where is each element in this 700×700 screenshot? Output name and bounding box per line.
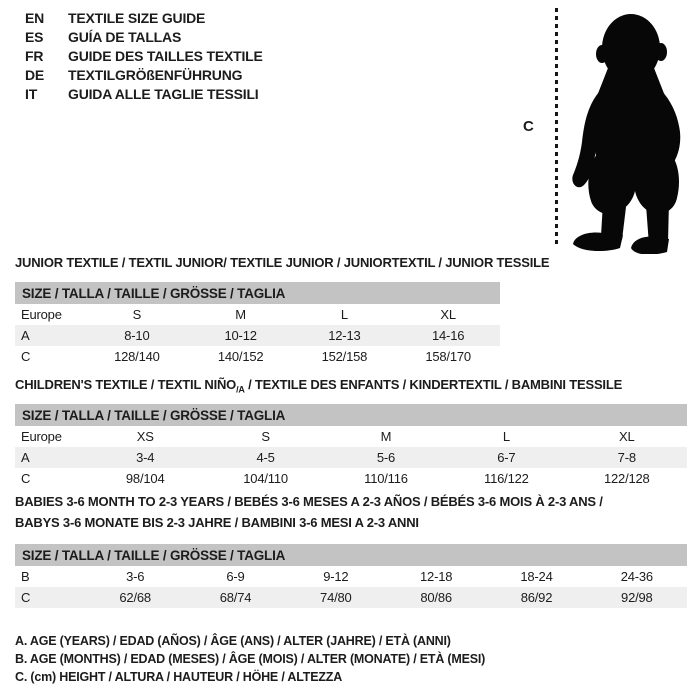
size-cell: L xyxy=(340,307,348,322)
language-code: IT xyxy=(25,85,38,102)
language-title: GUIDA ALLE TAGLIE TESSILI xyxy=(68,85,259,102)
size-cell: 104/110 xyxy=(243,471,288,486)
size-cell: 12-13 xyxy=(293,325,397,346)
language-title: GUIDE DES TAILLES TEXTILE xyxy=(68,47,263,64)
size-cell: 3-6 xyxy=(126,569,145,584)
table-row-europe xyxy=(15,304,500,325)
language-title: GUÍA DE TALLAS xyxy=(68,28,182,45)
size-cell: 68/74 xyxy=(185,587,285,608)
size-header-bar: SIZE / TALLA / TAILLE / GRÖSSE / TAGLIA xyxy=(15,544,687,566)
junior-size-table xyxy=(15,282,500,367)
babies-size-table xyxy=(15,544,687,608)
size-cell: 6-7 xyxy=(446,447,566,468)
size-cell: 110/116 xyxy=(364,471,408,486)
size-cell: 9-12 xyxy=(323,569,349,584)
row-label: Europe xyxy=(21,307,62,322)
size-cell: 12-18 xyxy=(420,569,453,584)
size-cell: 8-10 xyxy=(85,325,189,346)
size-cell: XL xyxy=(619,429,635,444)
size-cell: 98/104 xyxy=(125,471,165,486)
row-label: C xyxy=(15,587,85,608)
table-header-row xyxy=(15,544,687,566)
size-cell: 128/140 xyxy=(114,349,160,364)
footnote-c: C. (cm) HEIGHT / ALTURA / HAUTEUR / HÖHE / ALTEZZA xyxy=(15,670,343,684)
size-cell: 14-16 xyxy=(396,325,500,346)
measure-label-c: C xyxy=(523,118,534,135)
measurement-figure xyxy=(505,0,700,256)
language-title: TEXTILE SIZE GUIDE xyxy=(68,9,206,26)
language-code: EN xyxy=(25,9,45,26)
language-row-es xyxy=(25,27,263,46)
size-cell: 122/128 xyxy=(603,471,650,486)
size-cell: XS xyxy=(136,429,154,444)
size-cell: 24-36 xyxy=(620,569,653,584)
size-cell: 4-5 xyxy=(205,447,325,468)
size-cell: 3-4 xyxy=(85,447,205,468)
size-cell: 62/68 xyxy=(85,587,185,608)
size-cell: 92/98 xyxy=(587,587,687,608)
table-row-height xyxy=(15,468,687,489)
table-header-row xyxy=(15,282,500,304)
table-row-months xyxy=(15,566,687,587)
size-cell: 5-6 xyxy=(326,447,446,468)
children-title-pre: CHILDREN'S TEXTILE / TEXTIL NIÑO xyxy=(15,377,237,392)
size-cell: 86/92 xyxy=(486,587,586,608)
children-title-post: / TEXTILE DES ENFANTS / KINDERTEXTIL / BAMBINI TESSILE xyxy=(244,377,623,392)
babies-section-title-line1: BABIES 3-6 MONTH TO 2-3 YEARS / BEBÉS 3-6 MESES A 2-3 AÑOS / BÉBÉS 3-6 MOIS À 2-3 ANS / xyxy=(15,494,603,509)
size-cell: 18-24 xyxy=(520,569,553,584)
children-section-title xyxy=(15,377,622,395)
table-row-europe xyxy=(15,426,687,447)
size-cell: M xyxy=(380,429,392,444)
row-label: C xyxy=(21,349,31,364)
row-label: B xyxy=(21,569,30,584)
language-row-it xyxy=(25,84,263,103)
language-title: TEXTILGRÖßENFÜHRUNG xyxy=(68,66,243,83)
table-row-height xyxy=(15,587,687,608)
size-cell: 152/158 xyxy=(321,349,368,364)
footnote-b: B. AGE (MONTHS) / EDAD (MESES) / ÂGE (MOIS) / ALTER (MONATE) / ETÀ (MESI) xyxy=(15,652,486,666)
size-cell: L xyxy=(502,429,510,444)
language-row-de xyxy=(25,65,263,84)
size-cell: 140/152 xyxy=(217,349,264,364)
size-cell: 74/80 xyxy=(286,587,386,608)
size-cell: S xyxy=(261,429,270,444)
table-row-height xyxy=(15,346,500,367)
size-cell: 10-12 xyxy=(189,325,293,346)
table-row-age xyxy=(15,447,687,468)
junior-section-title: JUNIOR TEXTILE / TEXTIL JUNIOR/ TEXTILE JUNIOR / JUNIORTEXTIL / JUNIOR TESSILE xyxy=(15,255,550,270)
size-cell: 116/122 xyxy=(484,471,529,486)
children-title-sub: /A xyxy=(236,384,245,395)
table-header-row xyxy=(15,404,687,426)
size-cell: 158/170 xyxy=(425,349,471,364)
size-header-bar: SIZE / TALLA / TAILLE / GRÖSSE / TAGLIA xyxy=(15,282,500,304)
size-cell: S xyxy=(132,307,142,322)
height-measure-dashed-line xyxy=(555,8,558,246)
language-code: ES xyxy=(25,28,44,45)
size-cell: M xyxy=(235,307,246,322)
children-size-table xyxy=(15,404,687,489)
language-heading-block xyxy=(25,8,263,103)
language-row-fr xyxy=(25,46,263,65)
size-cell: 80/86 xyxy=(386,587,486,608)
size-cell: 7-8 xyxy=(567,447,687,468)
row-label: C xyxy=(21,471,31,486)
language-code: FR xyxy=(25,47,44,64)
size-cell: 6-9 xyxy=(226,569,245,584)
footnote-a: A. AGE (YEARS) / EDAD (AÑOS) / ÂGE (ANS) / ALTER (JAHRE) / ETÀ (ANNI) xyxy=(15,634,451,648)
language-row-en xyxy=(25,8,263,27)
row-label: Europe xyxy=(21,429,62,444)
row-label: A xyxy=(15,447,85,468)
size-header-bar: SIZE / TALLA / TAILLE / GRÖSSE / TAGLIA xyxy=(15,404,687,426)
size-cell: XL xyxy=(440,307,456,322)
table-row-age xyxy=(15,325,500,346)
legend-footnotes xyxy=(15,632,485,686)
toddler-silhouette xyxy=(561,4,700,254)
row-label: A xyxy=(15,325,85,346)
babies-section-title-line2: BABYS 3-6 MONATE BIS 2-3 JAHRE / BAMBINI 3-6 MESI A 2-3 ANNI xyxy=(15,515,419,530)
language-code: DE xyxy=(25,66,45,83)
